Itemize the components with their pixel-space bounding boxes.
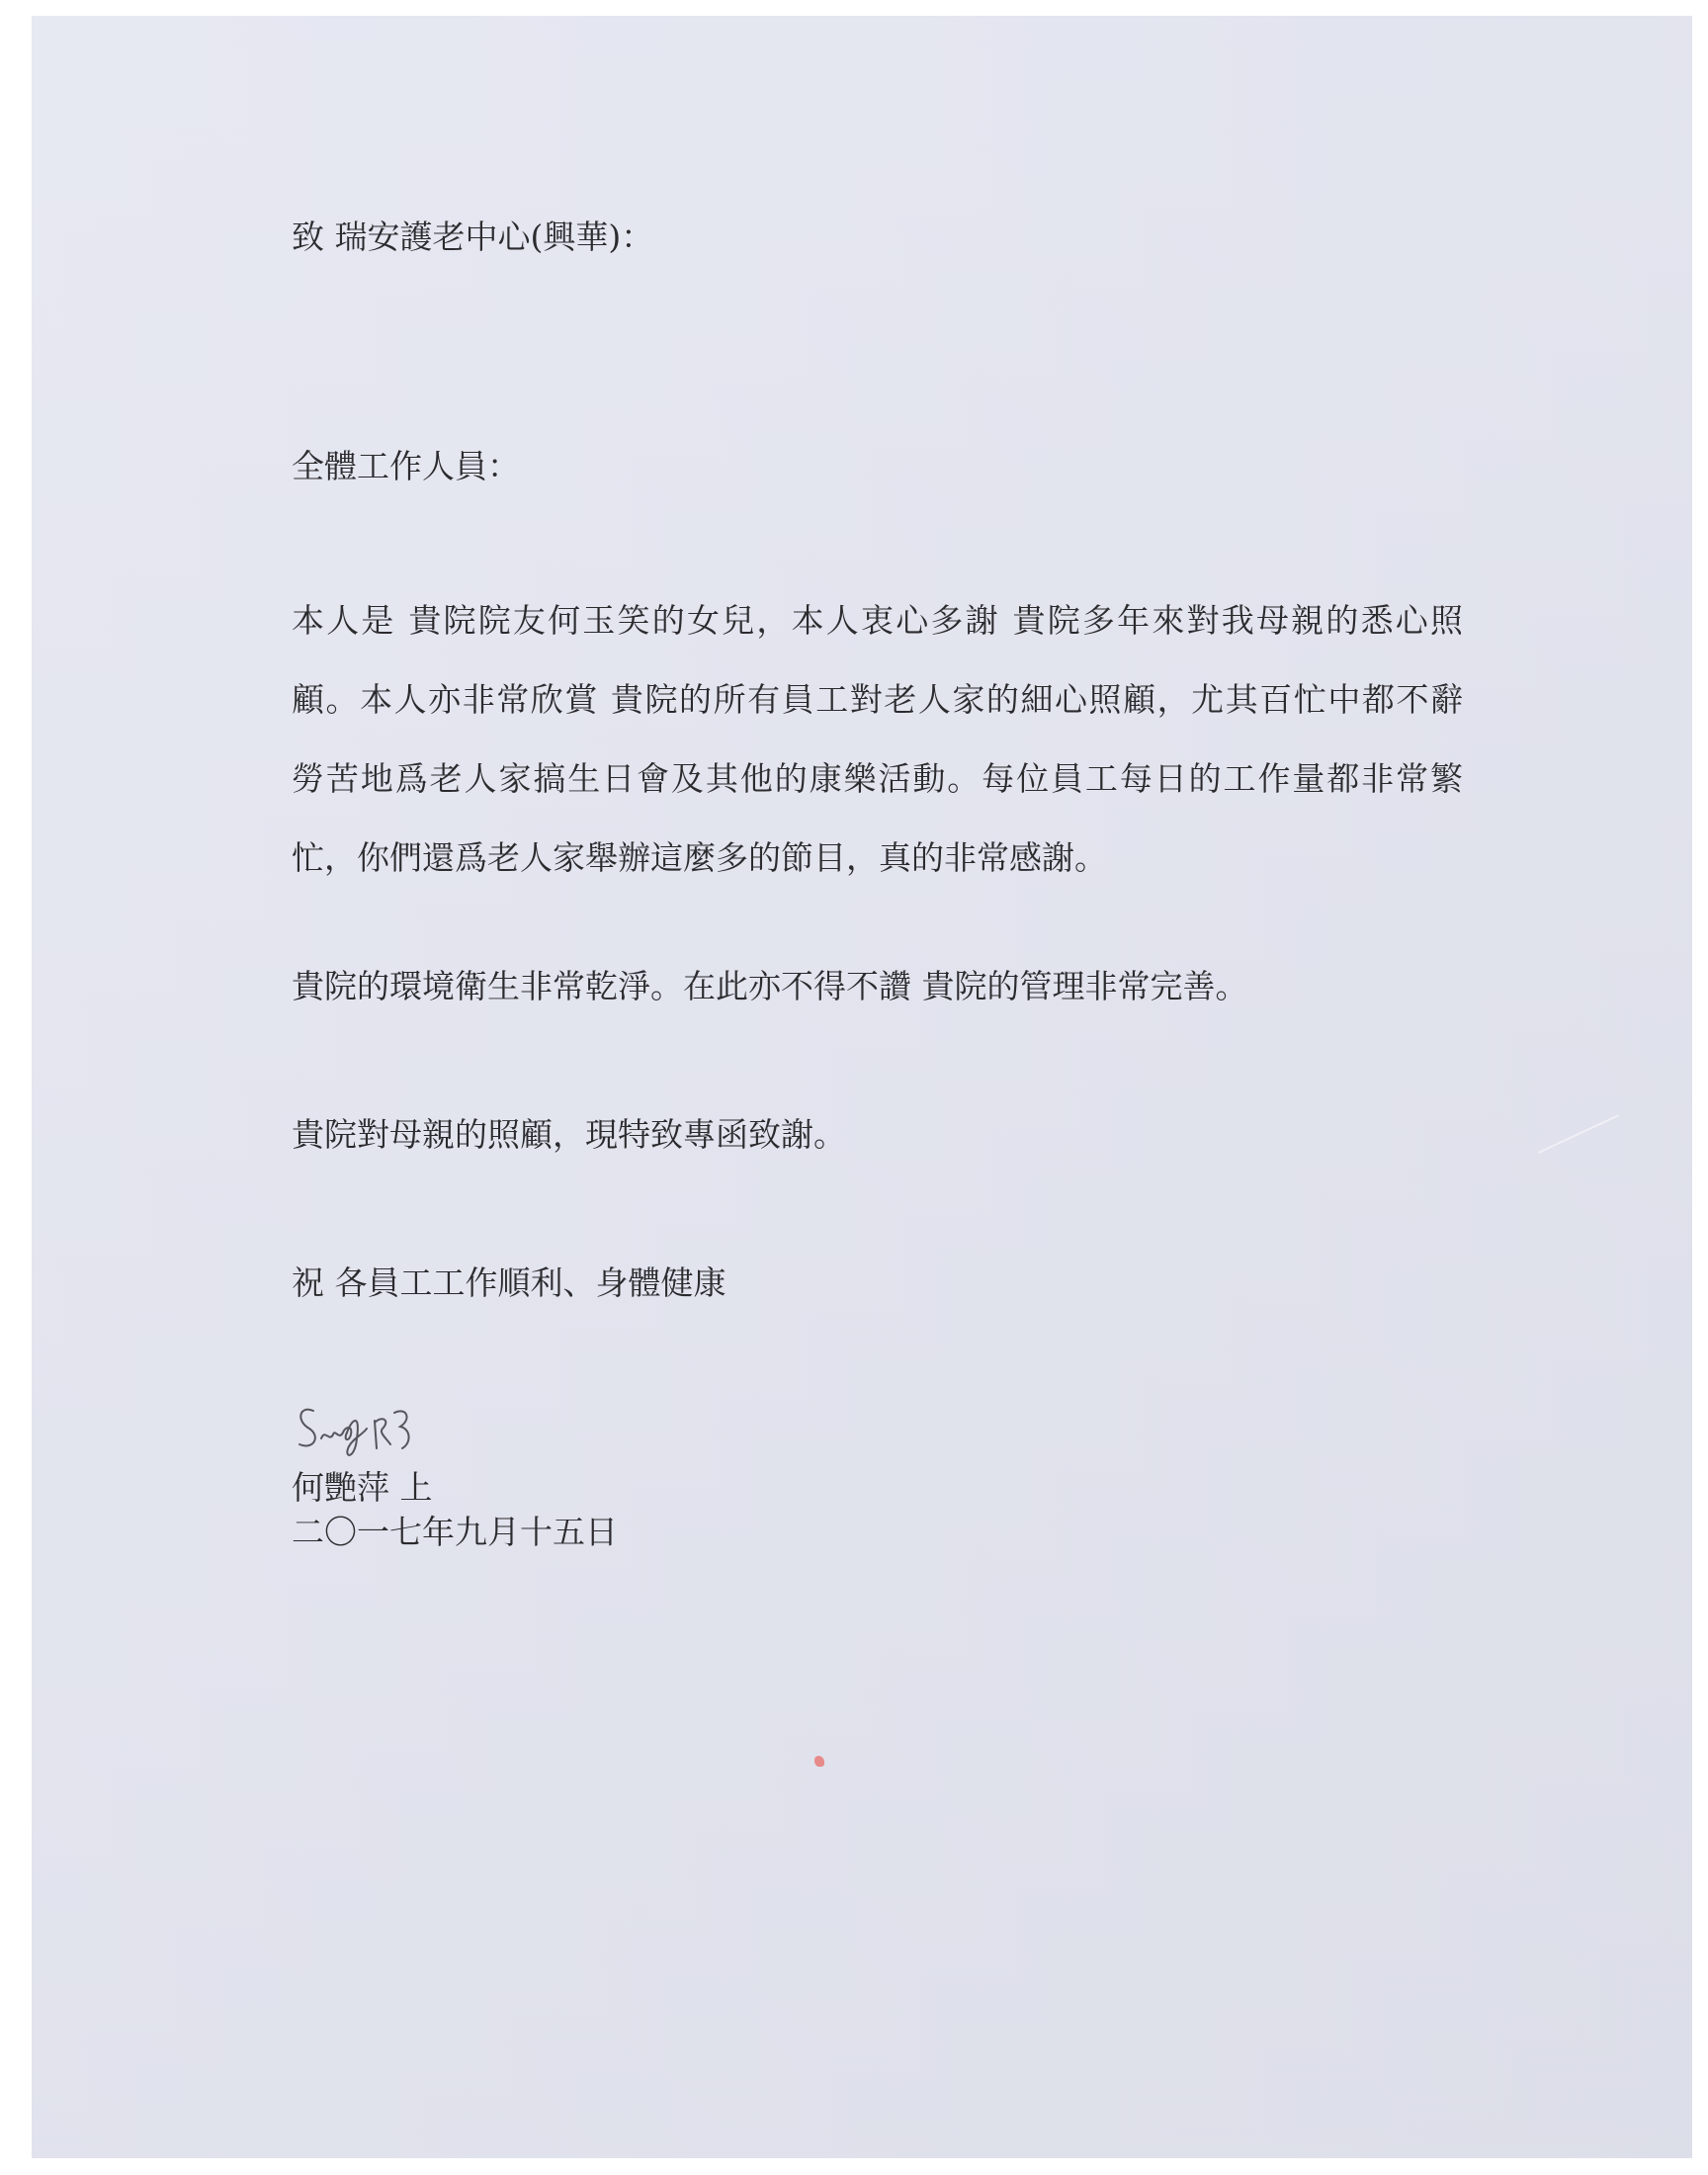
signature-icon <box>292 1399 460 1463</box>
body-paragraph-3: 貴院對母親的照顧，現特致專函致謝。 <box>292 1115 846 1154</box>
closing-wish: 祝 各員工工作順利、身體健康 <box>292 1263 726 1302</box>
body-paragraph-2: 貴院的環境衛生非常乾淨。在此亦不得不讚 貴院的管理非常完善。 <box>292 967 1248 1005</box>
salutation: 全體工作人員： <box>292 447 520 485</box>
recipient-line: 致 瑞安護老中心(興華)： <box>292 218 654 256</box>
paper-crease <box>1538 1114 1619 1154</box>
body-paragraph-1 <box>292 601 1463 917</box>
letter-date: 二〇一七年九月十五日 <box>292 1513 618 1551</box>
red-mark <box>814 1756 824 1767</box>
body-line: 勞苦地爲老人家搞生日會及其他的康樂活動。每位員工每日的工作量都非常繁 <box>292 759 1463 798</box>
body-line: 顧。本人亦非常欣賞 貴院的所有員工對老人家的細心照顧，尤其百忙中都不辭 <box>292 680 1463 719</box>
letter-paper <box>32 16 1692 2158</box>
body-line: 本人是 貴院院友何玉笑的女兒，本人衷心多謝 貴院多年來對我母親的悉心照 <box>292 601 1463 640</box>
signer-name: 何艷萍 上 <box>292 1468 433 1507</box>
body-line: 忙，你們還爲老人家舉辦這麼多的節目，真的非常感謝。 <box>292 838 1107 877</box>
